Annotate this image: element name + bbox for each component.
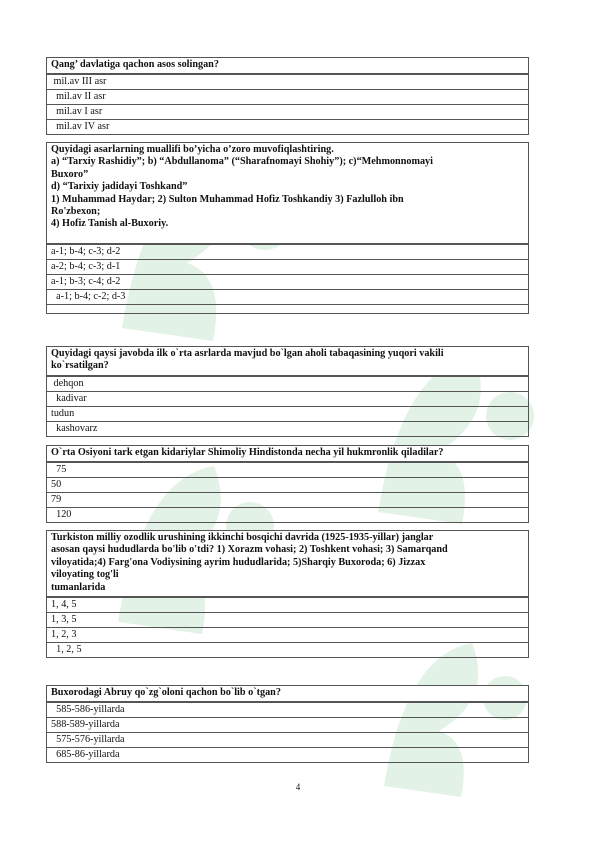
question-6 bbox=[46, 685, 529, 763]
stem-line: viloyatida;4) Farg'ona Vodiysining ayrim hududlarida; 5)Sharqiy Buxoroda; 6) Jizzax bbox=[51, 556, 426, 568]
question-5 bbox=[46, 530, 529, 658]
stem-line: Buxoro” bbox=[51, 168, 89, 180]
stem-line: Quyidagi qaysi javobda ilk o`rta asrlarda mavjud bo`lgan aholi tabaqasining yuqori vakili bbox=[51, 348, 444, 359]
answer-option[interactable]: kadivar bbox=[47, 391, 528, 406]
answer-option[interactable]: 1, 2, 3 bbox=[47, 627, 528, 642]
blank-row bbox=[47, 304, 528, 313]
answer-option[interactable]: 585-586-yillarda bbox=[47, 702, 528, 717]
stem-line: Quyidagi asarlarning muallifi bo’yicha o’zoro muvofiqlashtiring. bbox=[51, 144, 334, 155]
answer-option[interactable]: a-1; b-3; c-4; d-2 bbox=[47, 274, 528, 289]
answer-option[interactable]: 1, 2, 5 bbox=[47, 642, 528, 657]
stem-line: Ro'zbexon; bbox=[51, 206, 101, 218]
answer-option[interactable]: mil.av IV asr bbox=[47, 119, 528, 134]
stem-line: 1) Muhammad Haydar; 2) Sulton Muhammad Hofiz Toshkandiy 3) Fazlulloh ibn bbox=[51, 193, 404, 205]
question-stem bbox=[47, 446, 528, 462]
answer-option[interactable]: 1, 4, 5 bbox=[47, 597, 528, 612]
stem-line: Buxorodagi Abruy qo`zg`oloni qachon bo`lib o`tgan? bbox=[51, 687, 281, 698]
answer-option[interactable]: 75 bbox=[47, 462, 528, 477]
answer-option[interactable]: 685-86-yillarda bbox=[47, 747, 528, 762]
question-1 bbox=[46, 57, 529, 135]
answer-option[interactable]: 120 bbox=[47, 507, 528, 522]
answer-option[interactable]: a-1; b-4; c-2; d-3 bbox=[47, 289, 528, 304]
stem-line: d) “Tarixiy jadidayi Toshkand” bbox=[51, 181, 188, 193]
stem-line: tumanlarida bbox=[51, 581, 106, 593]
stem-line: Qang’ davlatiga qachon asos solingan? bbox=[51, 59, 219, 70]
question-stem bbox=[47, 58, 528, 74]
question-4 bbox=[46, 445, 529, 523]
stem-line: ko`rsatilgan? bbox=[51, 360, 109, 372]
question-3 bbox=[46, 346, 529, 437]
answer-option[interactable]: 575-576-yillarda bbox=[47, 732, 528, 747]
answer-option[interactable]: 50 bbox=[47, 477, 528, 492]
stem-line: viloyating tog'li bbox=[51, 569, 119, 581]
answer-option[interactable]: kashovarz bbox=[47, 421, 528, 436]
question-stem bbox=[47, 143, 528, 244]
answer-option[interactable]: a-1; b-4; c-3; d-2 bbox=[47, 244, 528, 259]
question-2 bbox=[46, 142, 529, 314]
answer-option[interactable]: 79 bbox=[47, 492, 528, 507]
question-stem bbox=[47, 347, 528, 376]
question-stem bbox=[47, 531, 528, 597]
page-number: 4 bbox=[295, 782, 301, 792]
question-stem bbox=[47, 686, 528, 702]
answer-option[interactable]: 588-589-yillarda bbox=[47, 717, 528, 732]
answer-option[interactable]: 1, 3, 5 bbox=[47, 612, 528, 627]
answer-option[interactable]: mil.av I asr bbox=[47, 104, 528, 119]
answer-option[interactable]: tudun bbox=[47, 406, 528, 421]
answer-option[interactable]: a-2; b-4; c-3; d-1 bbox=[47, 259, 528, 274]
stem-line: asosan qaysi hududlarda bo'lib o'tdi? 1) Xorazm vohasi; 2) Toshkent vohasi; 3) Samarqand bbox=[51, 544, 448, 556]
stem-line: 4) Hofiz Tanish al-Buxoriy. bbox=[51, 218, 169, 230]
stem-line: Turkiston milliy ozodlik urushining ikkinchi bosqichi davrida (1925-1935-yillar) janglar bbox=[51, 532, 434, 543]
answer-option[interactable]: mil.av III asr bbox=[47, 74, 528, 89]
stem-line: O`rta Osiyoni tark etgan kidariylar Shimoliy Hindistonda necha yil hukmronlik qiladilar? bbox=[51, 447, 444, 458]
answer-option[interactable]: dehqon bbox=[47, 376, 528, 391]
stem-line: a) “Tarxiy Rashidiy”; b) “Abdullanoma” (“Sharafnomayi Shohiy”); c)“Mehmonnomayi bbox=[51, 156, 433, 168]
answer-option[interactable]: mil.av II asr bbox=[47, 89, 528, 104]
